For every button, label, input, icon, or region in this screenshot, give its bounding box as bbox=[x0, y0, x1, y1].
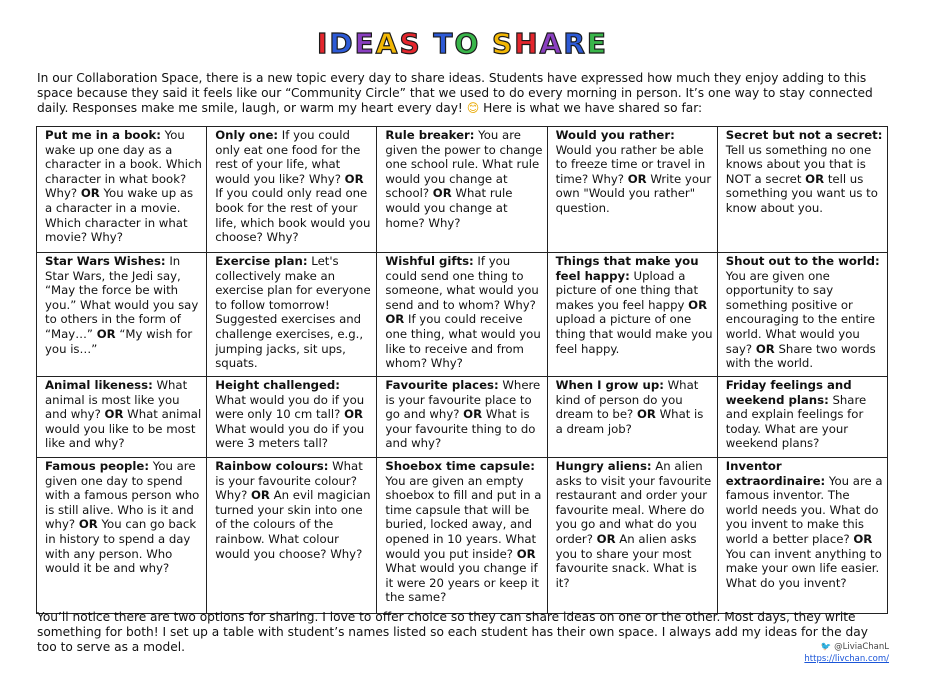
website-link[interactable]: https://livchan.com/ bbox=[804, 654, 889, 664]
title-letter: A bbox=[539, 27, 564, 60]
idea-text: You are given an empty shoebox to fill and put in a time capsule that will be buried, locked away, and opened in 10 years. What would you put inside? bbox=[385, 473, 542, 561]
or-keyword: OR bbox=[80, 186, 100, 201]
idea-text: You wake up as a character in a movie. Which character in what movie? Why? bbox=[45, 186, 194, 245]
idea-cell bbox=[547, 458, 717, 614]
idea-text: An alien asks you to share your most favourite snack. What is it? bbox=[555, 531, 697, 590]
idea-text: You are a famous inventor. The world needs you. What do you invent to make this world a better place? bbox=[725, 473, 883, 546]
idea-text: You are given the power to change one school rule. What rule would you change at school? bbox=[385, 128, 543, 201]
table-row bbox=[37, 458, 888, 614]
title-letter: S bbox=[399, 27, 422, 60]
twitter-bird-icon: 🐦 bbox=[820, 642, 832, 652]
idea-text: What animal would you like to be most like and why? bbox=[45, 407, 202, 451]
or-keyword: OR bbox=[96, 326, 116, 341]
or-keyword: OR bbox=[432, 186, 452, 201]
page-title bbox=[0, 27, 925, 60]
idea-text: Write your own "Would you rather" question. bbox=[555, 171, 712, 215]
idea-label: Inventor extraordinaire: bbox=[725, 459, 826, 488]
or-keyword: OR bbox=[104, 407, 124, 422]
idea-label: Things that make you feel happy: bbox=[555, 254, 699, 283]
table-row bbox=[37, 253, 888, 377]
idea-label: Put me in a book: bbox=[45, 128, 161, 142]
footer-paragraph: You’ll notice there are two options for sharing. I love to offer choice so they can share ideas on one or the other. Most days, they write something for both! I set up a table with student’s names listed so each student has their own space. I always add my ideas for the day too to serve as a model. bbox=[37, 610, 868, 654]
idea-cell bbox=[37, 377, 207, 458]
idea-text: tell us something you want us to know about you. bbox=[725, 171, 878, 215]
idea-text: What animal is most like you and why? bbox=[45, 378, 188, 422]
idea-text: An alien asks to visit your favourite restaurant and order your favourite meal. Where do you go and what do you order? bbox=[555, 459, 712, 546]
idea-cell bbox=[207, 253, 377, 377]
idea-label: Animal likeness: bbox=[45, 378, 153, 392]
title-letter: T bbox=[433, 27, 455, 60]
or-keyword: OR bbox=[636, 407, 656, 422]
idea-cell bbox=[37, 253, 207, 377]
idea-text: If you could only read one book for the rest of your life, which book would you choose? Why? bbox=[215, 186, 371, 245]
intro-text-end: Here is what we have shared so far: bbox=[483, 101, 703, 115]
or-keyword: OR bbox=[755, 341, 775, 356]
idea-cell bbox=[377, 377, 547, 458]
title-letter: O bbox=[454, 27, 481, 60]
idea-text: What rule would you change at home? Why? bbox=[385, 186, 513, 230]
idea-label: Favourite places: bbox=[385, 378, 499, 392]
handle-text: @LiviaChanL bbox=[834, 642, 889, 652]
or-keyword: OR bbox=[344, 407, 364, 422]
intro-paragraph bbox=[37, 71, 887, 116]
or-keyword: OR bbox=[805, 171, 825, 186]
idea-label: Shout out to the world: bbox=[725, 254, 880, 268]
title-letter: H bbox=[514, 27, 540, 60]
or-keyword: OR bbox=[463, 407, 483, 422]
idea-label: Wishful gifts: bbox=[385, 254, 474, 268]
idea-label: Friday feelings and weekend plans: bbox=[725, 378, 852, 407]
idea-label: When I grow up: bbox=[555, 378, 664, 392]
idea-label: Rainbow colours: bbox=[215, 459, 329, 473]
idea-label: Would you rather: bbox=[555, 128, 675, 142]
or-keyword: OR bbox=[516, 546, 536, 561]
idea-text: What is your favourite thing to do and why? bbox=[385, 407, 536, 451]
idea-text: upload a picture of one thing that would make you feel happy. bbox=[555, 312, 713, 356]
idea-text: In Star Wars, the Jedi say, “May the force be with you.” What would you say to others in the form of “May…” bbox=[45, 254, 199, 341]
idea-text: If you could send one thing to someone, what would you send and to whom? Why? bbox=[385, 254, 539, 312]
idea-cell bbox=[37, 127, 207, 253]
idea-text: Share and explain feelings for today. What are your weekend plans? bbox=[725, 392, 867, 451]
idea-text: Tell us something no one knows about you that is NOT a secret bbox=[725, 142, 872, 186]
idea-cell bbox=[207, 127, 377, 253]
table-row bbox=[37, 127, 888, 253]
idea-text: What is your favourite colour? Why? bbox=[215, 459, 363, 503]
idea-cell bbox=[547, 253, 717, 377]
idea-cell bbox=[717, 127, 887, 253]
idea-text: Would you rather be able to freeze time or travel in time? Why? bbox=[555, 142, 706, 186]
title-letter: D bbox=[329, 27, 355, 60]
idea-text: What would you change if it were 20 years or keep it the same? bbox=[385, 561, 539, 605]
idea-text: Upload a picture of one thing that makes you feel happy bbox=[555, 268, 699, 312]
idea-text: You are given one opportunity to say something positive or encouraging to the entire world. What would you say? bbox=[725, 268, 876, 356]
idea-label: Famous people: bbox=[45, 459, 150, 473]
title-letter: E bbox=[586, 27, 609, 60]
idea-cell bbox=[377, 253, 547, 377]
or-keyword: OR bbox=[596, 531, 616, 546]
or-keyword: OR bbox=[78, 517, 98, 532]
idea-text: You can invent anything to make your own life easier. What do you invent? bbox=[725, 546, 882, 590]
idea-label: Rule breaker: bbox=[385, 128, 475, 142]
idea-text: What would you do if you were 3 meters tall? bbox=[215, 421, 365, 451]
idea-text: You wake up one day as a character in a book. Which character in what book? Why? bbox=[45, 128, 202, 201]
or-keyword: OR bbox=[853, 531, 873, 546]
idea-text: What would you do if you were only 10 cm tall? bbox=[215, 392, 365, 422]
idea-label: Star Wars Wishes: bbox=[45, 254, 166, 268]
idea-cell bbox=[377, 127, 547, 253]
or-keyword: OR bbox=[627, 171, 647, 186]
idea-text: Let's collectively make an exercise plan for everyone to follow tomorrow! Suggested exercises and challenge exercises, e.g., jumping jacks, sit ups, squats. bbox=[215, 254, 371, 371]
idea-cell bbox=[207, 377, 377, 458]
title-letter bbox=[422, 30, 434, 58]
idea-text: What kind of person do you dream to be? bbox=[555, 378, 699, 422]
idea-text: Share two words with the world. bbox=[725, 341, 876, 371]
idea-text: What is a dream job? bbox=[555, 407, 704, 436]
idea-label: Only one: bbox=[215, 128, 279, 142]
credit-block bbox=[804, 641, 889, 665]
title-letter: A bbox=[375, 27, 400, 60]
ideas-table bbox=[36, 126, 888, 614]
title-letter: R bbox=[563, 27, 587, 60]
title-letter bbox=[480, 30, 492, 58]
title-letter: S bbox=[492, 27, 515, 60]
idea-cell bbox=[37, 458, 207, 614]
idea-text: An evil magician turned your skin into one of the colours of the rainbow. What colour would you choose? Why? bbox=[215, 488, 371, 561]
idea-cell bbox=[717, 377, 887, 458]
idea-cell bbox=[547, 377, 717, 458]
idea-label: Height challenged: bbox=[215, 378, 340, 392]
idea-label: Exercise plan: bbox=[215, 254, 308, 268]
idea-label: Hungry aliens: bbox=[555, 459, 652, 473]
idea-text: “My wish for you is…” bbox=[45, 326, 193, 356]
or-keyword: OR bbox=[385, 312, 405, 327]
table-row bbox=[37, 377, 888, 458]
idea-text: You are given one day to spend with a famous person who is still alive. Who is it and why? bbox=[45, 459, 200, 532]
or-keyword: OR bbox=[251, 488, 270, 503]
idea-cell bbox=[377, 458, 547, 614]
title-letter: E bbox=[354, 27, 376, 60]
idea-cell bbox=[207, 458, 377, 614]
idea-text: Where is your favourite place to go and why? bbox=[385, 378, 541, 422]
idea-cell bbox=[717, 253, 887, 377]
idea-label: Shoebox time capsule: bbox=[385, 459, 535, 473]
idea-text: If you could receive one thing, what would you like to receive and from whom? Why? bbox=[385, 312, 541, 371]
idea-label: Secret but not a secret: bbox=[725, 128, 883, 142]
idea-text: If you could only eat one food for the rest of your life, what would you like? Why? bbox=[215, 128, 361, 186]
title-letter: I bbox=[316, 27, 330, 60]
intro-text: In our Collaboration Space, there is a new topic every day to share ideas. Students have expressed how much they enjoy adding to this space because they said it feels like our “Community Circle” that we used to do every morning in person. It’s one way to stay connected daily. Responses make me smile, laugh, or warm my heart every day! bbox=[37, 71, 873, 115]
idea-text: You can go back in history to spend a day with any person. Who would it be and why? bbox=[45, 517, 197, 576]
smiley-emoji-icon: 😊 bbox=[466, 101, 480, 115]
twitter-handle[interactable] bbox=[804, 641, 889, 653]
or-keyword: OR bbox=[344, 171, 364, 186]
idea-cell bbox=[547, 127, 717, 253]
or-keyword: OR bbox=[688, 297, 708, 312]
idea-cell bbox=[717, 458, 887, 614]
